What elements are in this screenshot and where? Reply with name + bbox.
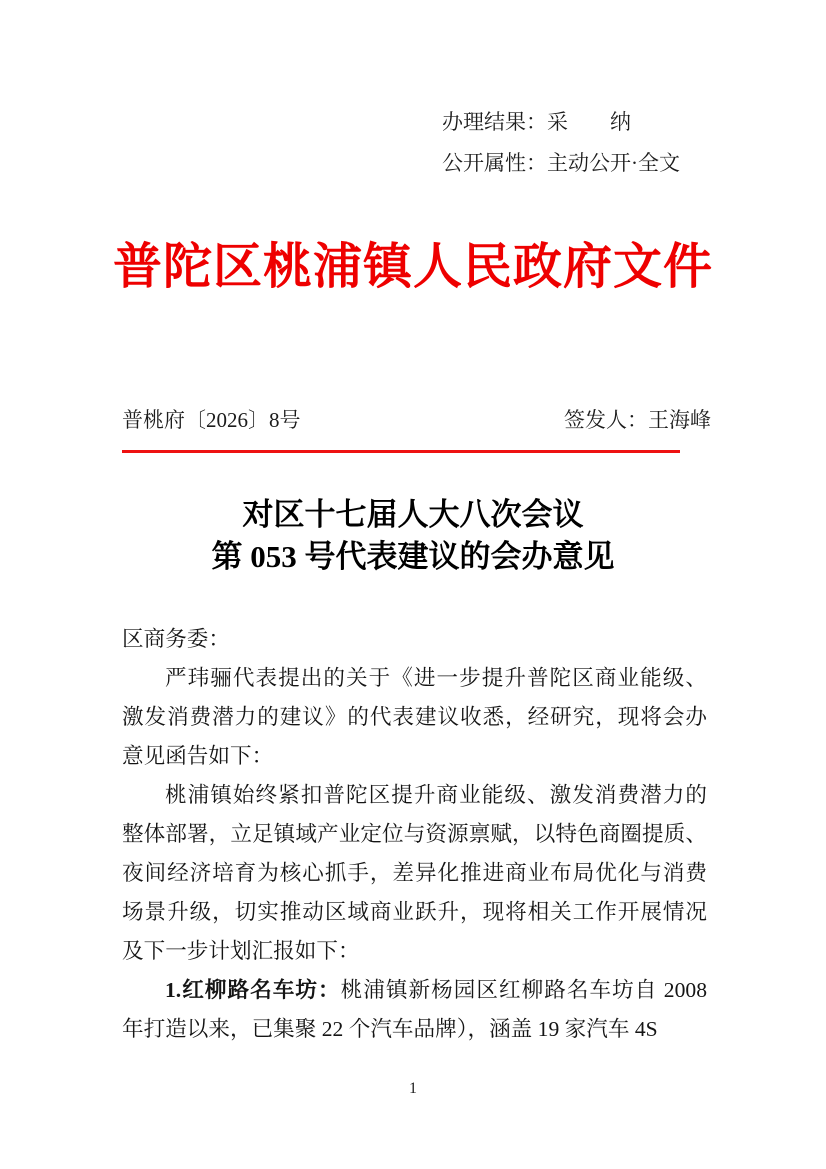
meta-result-value: 采 纳 — [547, 110, 631, 134]
reference-row — [122, 406, 711, 434]
body-line: 及下一步计划汇报如下： — [122, 939, 360, 963]
red-divider — [122, 450, 680, 453]
meta-result-line — [442, 102, 680, 143]
subject-line-1: 对区十七届人大八次会议 — [242, 497, 584, 532]
body-line: 区商务委： — [122, 627, 230, 651]
body-line: 场景升级，切实推动区域商业跃升，现将相关工作开展情况 — [122, 900, 707, 924]
signer: 签发人：王海峰 — [564, 408, 711, 432]
body-line: 夜间经济培育为核心抓手，差异化推进商业布局优化与消费 — [122, 861, 707, 885]
meta-publicity-label: 公开属性： — [442, 151, 547, 175]
subject-title — [0, 494, 826, 578]
page-number: 1 — [409, 1080, 417, 1097]
body-line: 桃浦镇始终紧扣普陀区提升商业能级、激发消费潜力的 — [165, 783, 707, 807]
body-line: 整体部署，立足镇域产业定位与资源禀赋，以特色商圈提质、 — [122, 822, 707, 846]
body-line: 年打造以来，已集聚 22 个汽车品牌），涵盖 19 家汽车 4S — [122, 1017, 658, 1041]
document-number: 普桃府〔2026〕8号 — [122, 408, 301, 432]
body-line: 意见函告如下： — [122, 744, 274, 768]
body-text — [122, 620, 707, 1049]
body-line: 1.红柳路名车坊：桃浦镇新杨园区红柳路名车坊自 2008 — [165, 978, 707, 1002]
body-line: 严玮骊代表提出的关于《进一步提升普陀区商业能级、 — [165, 666, 707, 690]
meta-result-label: 办理结果： — [442, 110, 547, 134]
meta-publicity-value: 主动公开·全文 — [547, 151, 680, 175]
meta-publicity-line — [442, 143, 680, 184]
meta-block — [442, 102, 680, 184]
body-line: 激发消费潜力的建议》的代表建议收悉，经研究，现将会办 — [122, 705, 707, 729]
body-line-bold-label: 1.红柳路名车坊： — [165, 978, 341, 1002]
subject-line-2: 第 053 号代表建议的会办意见 — [211, 539, 615, 574]
masthead-title: 普陀区桃浦镇人民政府文件 — [112, 239, 713, 294]
